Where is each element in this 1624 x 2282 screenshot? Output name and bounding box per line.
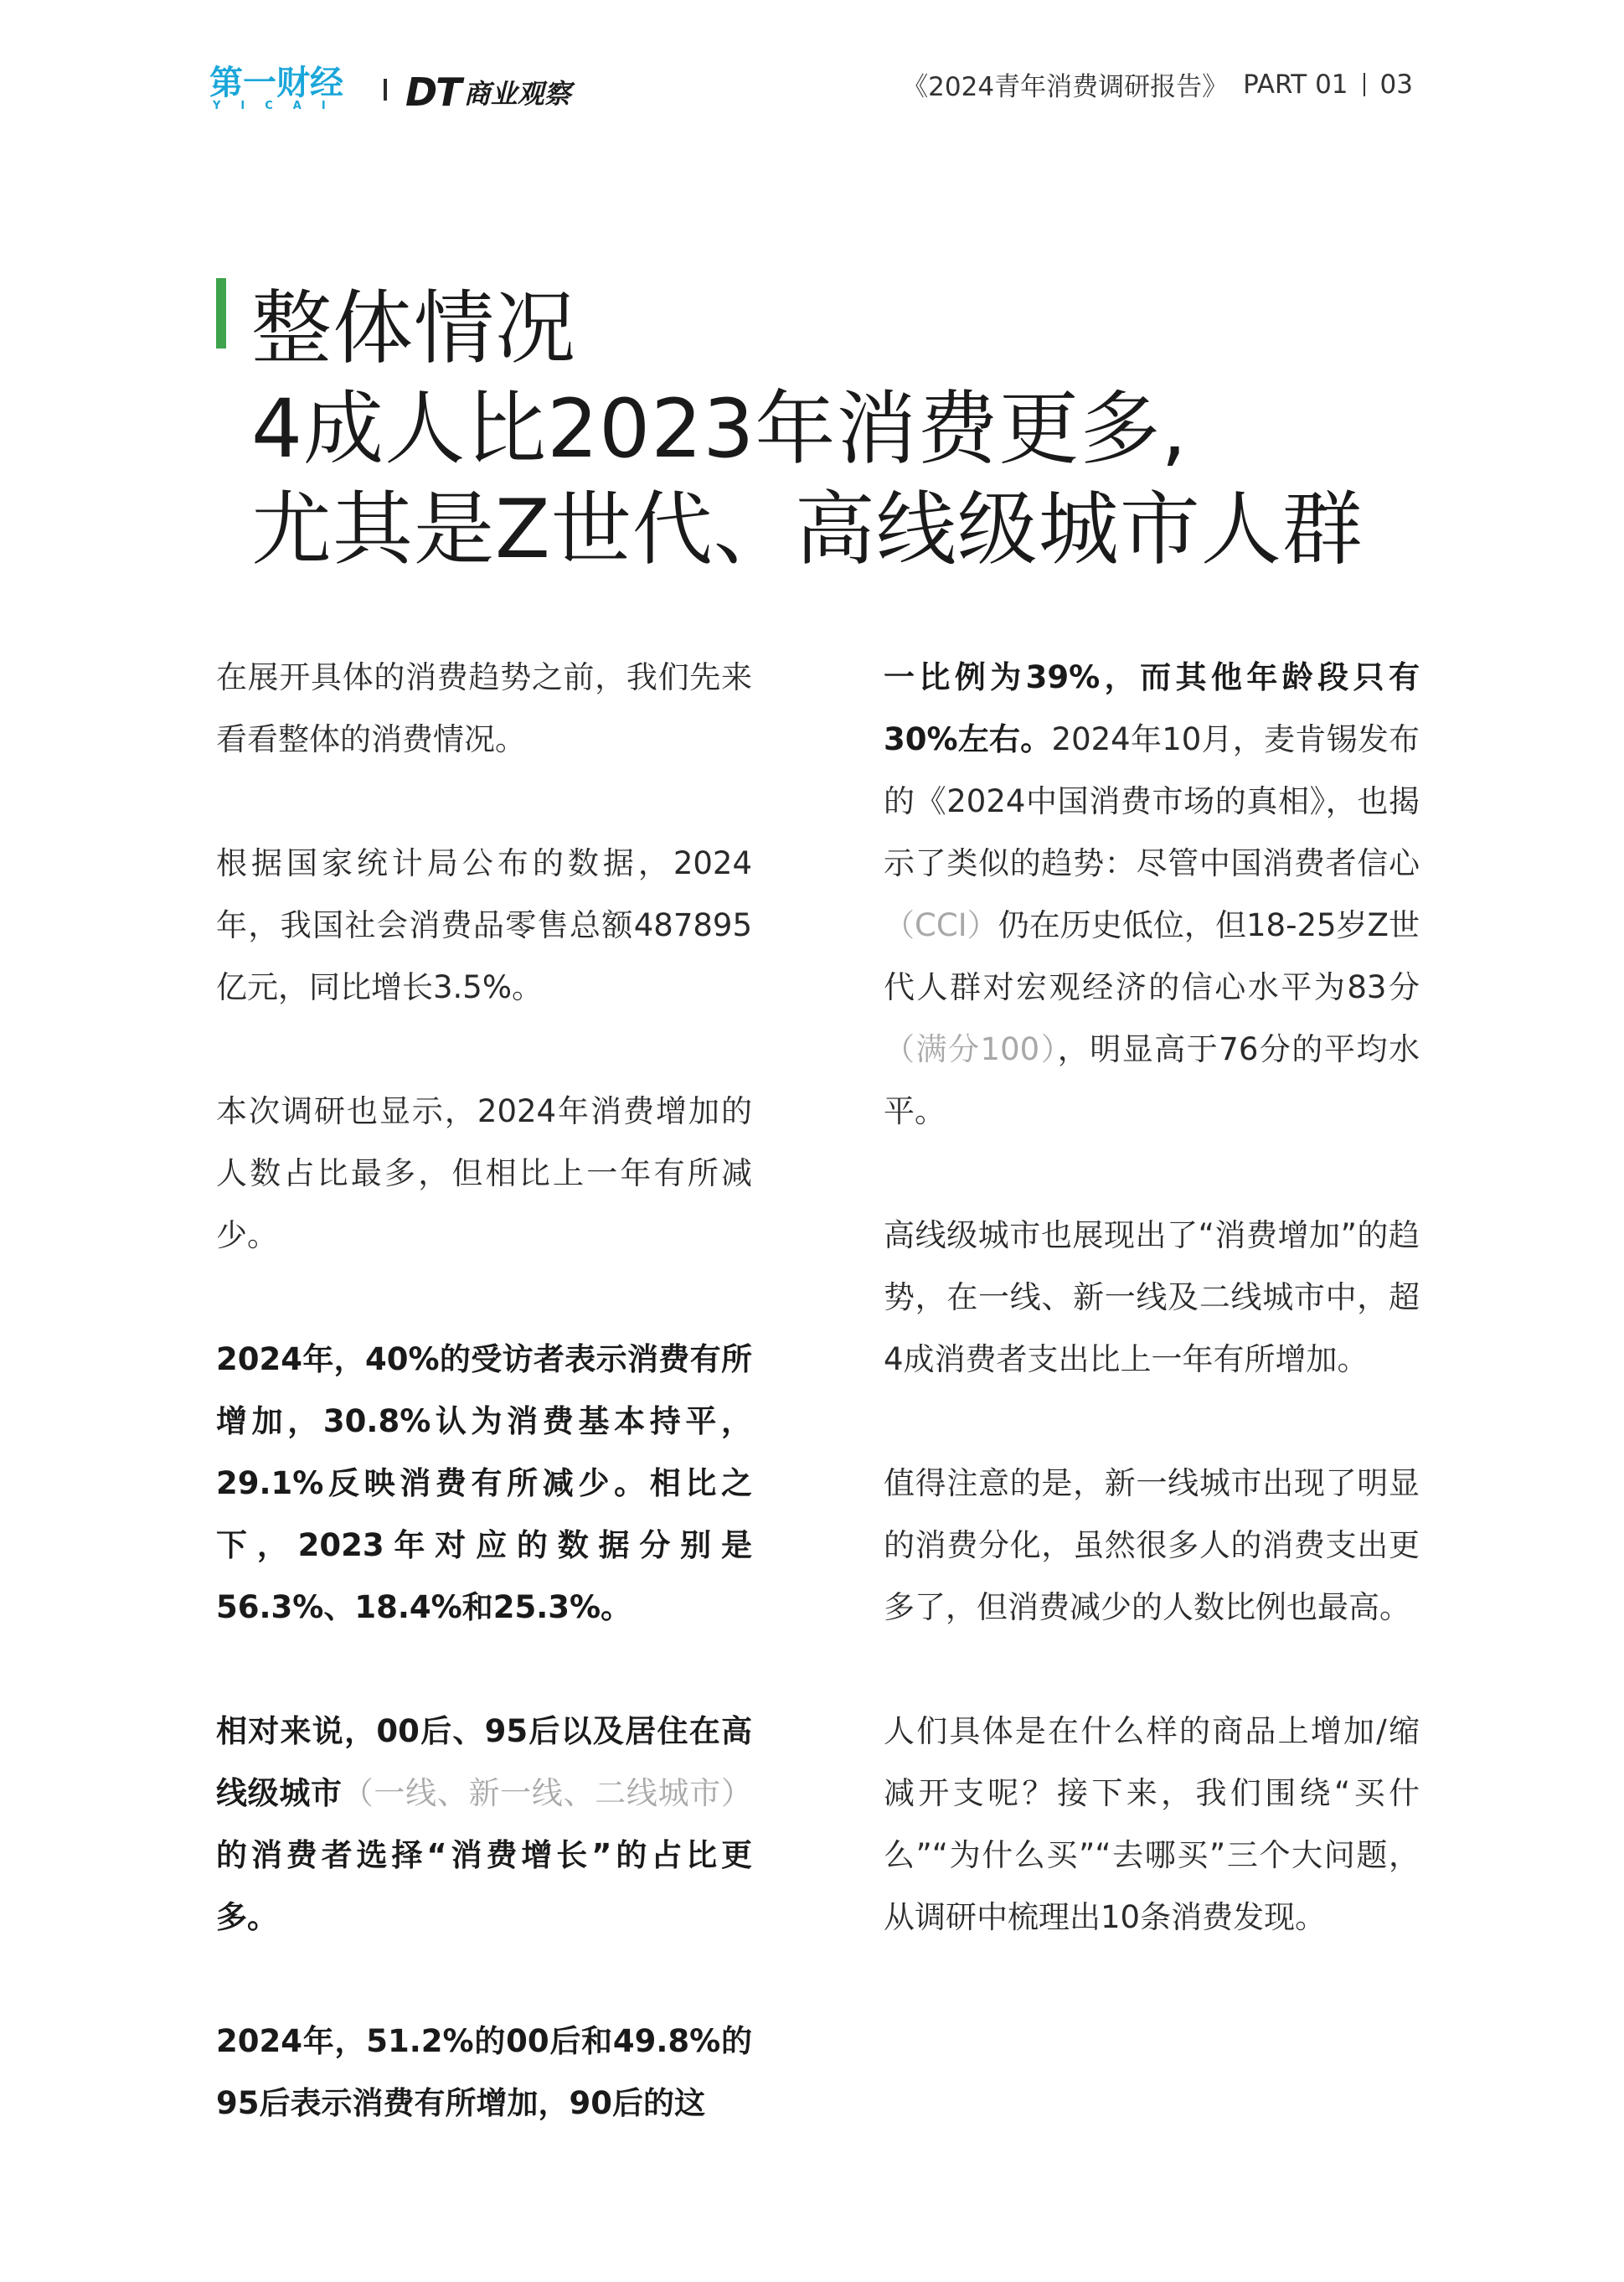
header-separator <box>1364 73 1365 96</box>
dt-logo-mark: DT <box>405 70 461 115</box>
yicai-logo-sub: YICAI <box>213 100 346 111</box>
age-city-text-a: 相对来说，00后、95后以及居住在高线级城市 <box>216 1713 752 1811</box>
paragraph-intro: 在展开具体的消费趋势之前，我们先来看看整体的消费情况。 <box>216 659 752 757</box>
mckinsey-text-b: 仍在历史低位，但18-25岁Z世代人群对宏观经济的信心水平为83分 <box>884 907 1420 1005</box>
paragraph-nbs-data: 根据国家统计局公布的数据，2024年，我国社会消费品零售总额487895亿元，同比增长3.5%。 <box>216 845 752 1005</box>
city-tier-note: （一线、新一线、二线城市） <box>342 1775 752 1811</box>
running-header <box>902 65 1413 103</box>
headline-line-2: 尤其是Z世代、高线级城市人群 <box>251 483 1364 576</box>
section-title: 整体情况 <box>251 281 576 375</box>
title-accent-bar <box>216 278 226 348</box>
paragraph-next: 人们具体是在什么样的商品上增加/缩减开支呢？接下来，我们围绕“买什么”“为什么买”“去哪买”三个大问题，从调研中梳理出10条消费发现。 <box>884 1713 1420 1935</box>
headline-line-1: 4成人比2023年消费更多, <box>251 382 1188 476</box>
paragraph-age-breakdown: 2024年，51.2%的00后和49.8%的95后表示消费有所增加，90后的这 <box>216 2023 752 2121</box>
paragraph-survey: 本次调研也显示，2024年消费增加的人数占比最多，但相比上一年有所减少。 <box>216 1093 752 1253</box>
paragraph-age-city <box>216 1701 752 1949</box>
paragraph-new-tier1: 值得注意的是，新一线城市出现了明显的消费分化，虽然很多人的消费支出更多了，但消费减少的人数比例也最高。 <box>884 1465 1420 1625</box>
age-city-text-b: 的消费者选择“消费增长”的占比更多。 <box>216 1837 752 1935</box>
dt-logo <box>405 70 571 114</box>
right-column <box>884 647 1420 1949</box>
paragraph-mckinsey <box>884 647 1420 1143</box>
paragraph-high-tier-cities: 高线级城市也展现出了“消费增加”的趋势，在一线、新一线及二线城市中，超4成消费者支出比上一年有所增加。 <box>884 1217 1420 1377</box>
mckinsey-text-a: 2024年10月，麦肯锡发布的《2024中国消费市场的真相》，也揭示了类似的趋势：尽管中国消费者信心 <box>884 721 1420 881</box>
cci-note: （CCI） <box>884 907 998 943</box>
left-column <box>216 647 752 2135</box>
yicai-logo-text: 第一财经 <box>209 64 343 102</box>
mckinsey-text-c: ，明显高于76分的平均水平。 <box>884 1031 1420 1129</box>
logo-divider <box>384 79 387 101</box>
yicai-logo <box>209 60 364 111</box>
score-note: （满分100） <box>884 1031 1058 1067</box>
page-header <box>0 0 1624 168</box>
report-title: 《2024青年消费调研报告》 <box>902 72 1229 102</box>
age-ratio-text: 一比例为39%，而其他年龄段只有30%左右。 <box>884 659 1420 757</box>
paragraph-percentages: 2024年，40%的受访者表示消费有所增加，30.8%认为消费基本持平，29.1%反映消费有所减少。相比之下，2023年对应的数据分别是56.3%、18.4%和25.3%。 <box>216 1341 752 1625</box>
part-label: PART 01 <box>1243 69 1348 100</box>
page-number: 03 <box>1379 69 1413 100</box>
dt-logo-text: 商业观察 <box>463 78 571 110</box>
